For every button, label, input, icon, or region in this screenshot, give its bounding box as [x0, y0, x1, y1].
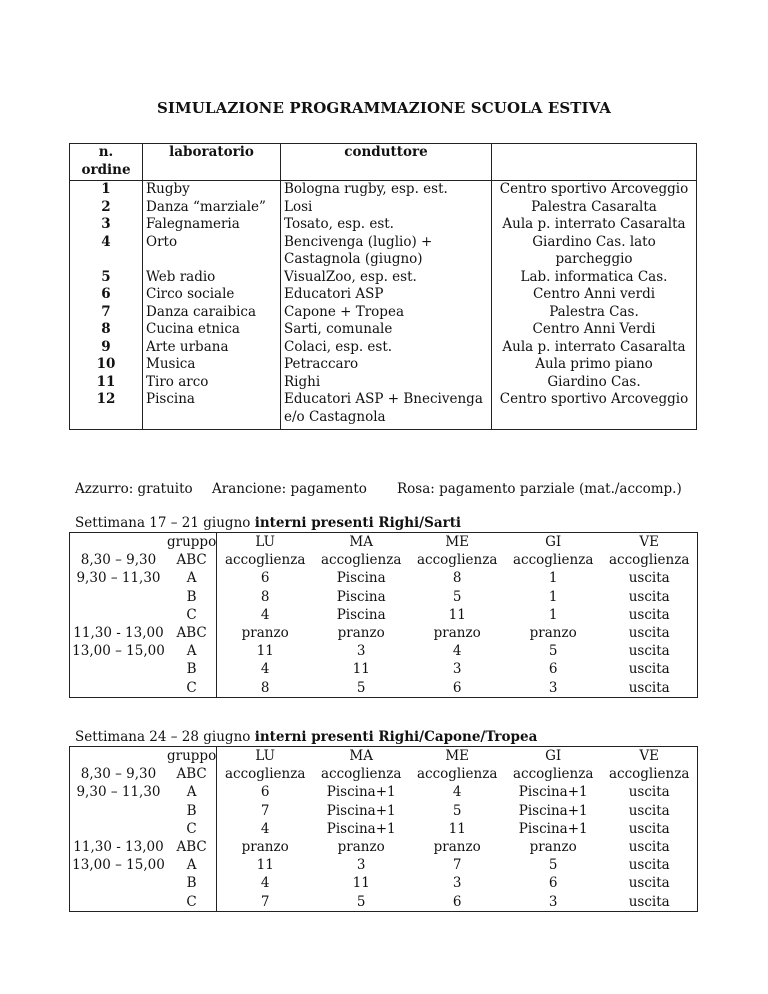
- lab-row: [70, 304, 697, 322]
- lab-conductor: Righi: [281, 374, 492, 392]
- lab-row: [70, 199, 697, 217]
- day-cell: 11: [256, 643, 274, 660]
- day-cell: 6: [548, 661, 558, 678]
- day-cell: uscita: [628, 679, 670, 696]
- day-cell: accoglienza: [320, 552, 402, 569]
- lab-row: [70, 321, 697, 339]
- time-slot: [70, 893, 168, 912]
- lab-conductor: Losi: [281, 199, 492, 217]
- week2-label-bold: interni presenti Righi/Capone/Tropea: [254, 729, 538, 745]
- day-cell: MA: [349, 534, 373, 550]
- day-cell: accoglienza: [320, 766, 402, 783]
- lab-number: 12: [96, 391, 116, 407]
- day-cell: 3: [548, 679, 558, 696]
- day-cell: 8: [452, 570, 462, 587]
- week-row: [70, 838, 698, 856]
- lab-number: 10: [96, 356, 116, 372]
- day-cell: 5: [356, 893, 366, 910]
- lab-name: Circo sociale: [143, 286, 281, 304]
- lab-name: Piscina: [143, 391, 281, 429]
- day-cell: accoglienza: [224, 552, 306, 569]
- lab-number: 4: [101, 233, 111, 250]
- day-cell: pranzo: [241, 625, 289, 642]
- lab-row: [70, 356, 697, 374]
- day-cell: LU: [255, 748, 275, 764]
- group-cell: A: [167, 569, 217, 587]
- day-cell: 5: [548, 857, 558, 874]
- week-header-row: [70, 747, 698, 766]
- day-cell: pranzo: [241, 839, 289, 856]
- group-cell: gruppo: [167, 748, 217, 764]
- lab-row: [70, 391, 697, 429]
- day-cell: 5: [356, 679, 366, 696]
- lab-location: Aula p. interrato Casaralta: [492, 339, 697, 357]
- day-cell: 4: [452, 784, 462, 801]
- day-cell: 11: [352, 661, 370, 678]
- lab-table: [69, 143, 697, 430]
- lab-number: 9: [101, 338, 111, 355]
- week-row: [70, 765, 698, 783]
- day-cell: uscita: [628, 661, 670, 678]
- week-row: [70, 569, 698, 587]
- group-cell: C: [167, 679, 217, 698]
- group-cell: C: [167, 606, 217, 624]
- group-cell: C: [167, 893, 217, 912]
- day-cell: uscita: [628, 606, 670, 623]
- time-slot: [70, 606, 168, 624]
- group-cell: ABC: [167, 765, 217, 783]
- day-cell: 3: [356, 857, 366, 874]
- time-slot: 8,30 – 9,30: [80, 552, 157, 569]
- time-slot: 9,30 – 11,30: [76, 784, 161, 801]
- day-cell: pranzo: [433, 839, 481, 856]
- lab-name: Arte urbana: [143, 339, 281, 357]
- day-cell: 1: [548, 570, 558, 587]
- time-slot: 13,00 – 15,00: [72, 857, 165, 874]
- group-cell: A: [167, 642, 217, 660]
- day-cell: 4: [260, 820, 270, 837]
- legend-arancione: Arancione: pagamento: [212, 481, 367, 497]
- lab-location: Centro Anni verdi: [492, 286, 697, 304]
- week-row: [70, 642, 698, 660]
- week-row: [70, 679, 698, 698]
- group-cell: A: [167, 783, 217, 801]
- lab-name: Cucina etnica: [143, 321, 281, 339]
- week2-table: [69, 746, 698, 912]
- week-row: [70, 893, 698, 912]
- lab-number: 11: [96, 373, 116, 390]
- day-cell: ME: [445, 748, 470, 764]
- lab-name: Musica: [143, 356, 281, 374]
- lab-conductor: Capone + Tropea: [281, 304, 492, 322]
- lab-location: Giardino Cas. lato parcheggio: [492, 234, 697, 269]
- day-cell: 4: [260, 875, 270, 892]
- lab-location: Palestra Cas.: [492, 304, 697, 322]
- day-cell: 5: [548, 643, 558, 660]
- group-cell: ABC: [167, 551, 217, 569]
- day-cell: ME: [445, 534, 470, 550]
- lab-row: [70, 181, 697, 199]
- time-slot: [70, 533, 168, 552]
- day-cell: uscita: [628, 839, 670, 856]
- lab-conductor: Bencivenga (luglio) + Castagnola (giugno): [281, 234, 492, 269]
- week1-table: [69, 532, 698, 698]
- day-cell: GI: [545, 534, 562, 550]
- lab-row: [70, 339, 697, 357]
- lab-row: [70, 234, 697, 269]
- lab-table-header: [70, 144, 697, 181]
- week1-label: Settimana 17 – 21 giugno: [75, 515, 255, 531]
- lab-row: [70, 269, 697, 287]
- day-cell: 3: [356, 643, 366, 660]
- day-cell: GI: [545, 748, 562, 764]
- lab-location: Aula primo piano: [492, 356, 697, 374]
- day-cell: Piscina: [336, 606, 386, 623]
- week-row: [70, 783, 698, 801]
- time-slot: [70, 874, 168, 892]
- lab-number: 2: [101, 198, 111, 215]
- day-cell: 1: [548, 588, 558, 605]
- week-row: [70, 856, 698, 874]
- header-sede: [492, 144, 697, 181]
- group-cell: B: [167, 874, 217, 892]
- group-cell: C: [167, 820, 217, 838]
- lab-location: Centro sportivo Arcoveggio: [492, 391, 697, 429]
- day-cell: 11: [448, 820, 466, 837]
- lab-location: Centro Anni Verdi: [492, 321, 697, 339]
- day-cell: uscita: [628, 588, 670, 605]
- week2-heading: [75, 729, 537, 745]
- day-cell: accoglienza: [416, 552, 498, 569]
- header-laboratorio: laboratorio: [143, 144, 281, 181]
- group-cell: A: [167, 856, 217, 874]
- week-row: [70, 802, 698, 820]
- day-cell: accoglienza: [416, 766, 498, 783]
- time-slot: [70, 660, 168, 678]
- day-cell: 4: [452, 643, 462, 660]
- day-cell: 3: [548, 893, 558, 910]
- day-cell: Piscina+1: [326, 820, 396, 837]
- day-cell: 5: [452, 588, 462, 605]
- time-slot: 8,30 – 9,30: [80, 766, 157, 783]
- week-row: [70, 588, 698, 606]
- lab-location: Centro sportivo Arcoveggio: [492, 181, 697, 199]
- week1-heading: [75, 515, 461, 531]
- day-cell: VE: [639, 534, 659, 550]
- day-cell: Piscina+1: [326, 802, 396, 819]
- day-cell: accoglienza: [512, 552, 594, 569]
- time-slot: 9,30 – 11,30: [76, 570, 161, 587]
- lab-name: Tiro arco: [143, 374, 281, 392]
- lab-row: [70, 216, 697, 234]
- lab-number: 6: [101, 286, 111, 302]
- day-cell: 1: [548, 606, 558, 623]
- week-row: [70, 551, 698, 569]
- group-cell: B: [167, 588, 217, 606]
- lab-location: Giardino Cas.: [492, 374, 697, 392]
- time-slot: [70, 820, 168, 838]
- legend-rosa: Rosa: pagamento parziale (mat./accomp.): [397, 481, 682, 497]
- day-cell: 11: [448, 606, 466, 623]
- day-cell: uscita: [628, 875, 670, 892]
- lab-conductor: VisualZoo, esp. est.: [281, 269, 492, 287]
- week-row: [70, 624, 698, 642]
- lab-conductor: Educatori ASP: [281, 286, 492, 304]
- day-cell: accoglienza: [608, 552, 690, 569]
- week-row: [70, 874, 698, 892]
- group-cell: gruppo: [167, 534, 217, 550]
- day-cell: uscita: [628, 820, 670, 837]
- time-slot: 11,30 - 13,00: [73, 839, 164, 856]
- lab-row: [70, 374, 697, 392]
- lab-name: Danza “marziale”: [143, 199, 281, 217]
- lab-name: Falegnameria: [143, 216, 281, 234]
- day-cell: 6: [548, 875, 558, 892]
- day-cell: pranzo: [433, 625, 481, 642]
- lab-name: Orto: [143, 234, 281, 269]
- day-cell: uscita: [628, 802, 670, 819]
- day-cell: Piscina+1: [518, 784, 588, 801]
- lab-location: Aula p. interrato Casaralta: [492, 216, 697, 234]
- lab-number: 1: [101, 181, 111, 197]
- day-cell: accoglienza: [608, 766, 690, 783]
- time-slot: [70, 588, 168, 606]
- week-row: [70, 660, 698, 678]
- day-cell: pranzo: [337, 625, 385, 642]
- header-conduttore: conduttore: [281, 144, 492, 181]
- day-cell: 11: [256, 857, 274, 874]
- lab-number: 3: [101, 216, 111, 232]
- day-cell: 3: [452, 875, 462, 892]
- lab-conductor: Sarti, comunale: [281, 321, 492, 339]
- group-cell: ABC: [167, 838, 217, 856]
- day-cell: 7: [260, 802, 270, 819]
- lab-conductor: Bologna rugby, esp. est.: [281, 181, 492, 199]
- day-cell: accoglienza: [224, 766, 306, 783]
- day-cell: uscita: [628, 625, 670, 642]
- time-slot: 11,30 - 13,00: [73, 625, 164, 642]
- lab-number: 7: [101, 303, 111, 320]
- day-cell: Piscina: [336, 588, 386, 605]
- day-cell: pranzo: [529, 625, 577, 642]
- lab-name: Web radio: [143, 269, 281, 287]
- lab-conductor: Colaci, esp. est.: [281, 339, 492, 357]
- day-cell: uscita: [628, 784, 670, 801]
- group-cell: B: [167, 660, 217, 678]
- day-cell: 4: [260, 661, 270, 678]
- day-cell: 11: [352, 875, 370, 892]
- day-cell: uscita: [628, 570, 670, 587]
- lab-row: [70, 286, 697, 304]
- week-row: [70, 820, 698, 838]
- day-cell: 5: [452, 802, 462, 819]
- lab-conductor: Educatori ASP + Bnecivenga e/o Castagnola: [281, 391, 492, 429]
- legend-azzurro: Azzurro: gratuito: [75, 481, 193, 497]
- week2-label: Settimana 24 – 28 giugno: [75, 729, 255, 745]
- day-cell: 3: [452, 661, 462, 678]
- time-slot: 13,00 – 15,00: [72, 643, 165, 660]
- day-cell: 7: [452, 857, 462, 874]
- week-header-row: [70, 533, 698, 552]
- day-cell: pranzo: [529, 839, 577, 856]
- day-cell: Piscina+1: [326, 784, 396, 801]
- week-row: [70, 606, 698, 624]
- lab-location: Palestra Casaralta: [492, 199, 697, 217]
- time-slot: [70, 747, 168, 766]
- lab-name: Danza caraibica: [143, 304, 281, 322]
- day-cell: uscita: [628, 857, 670, 874]
- lab-conductor: Petraccaro: [281, 356, 492, 374]
- lab-name: Rugby: [143, 181, 281, 199]
- day-cell: 7: [260, 893, 270, 910]
- day-cell: Piscina+1: [518, 820, 588, 837]
- group-cell: ABC: [167, 624, 217, 642]
- day-cell: Piscina+1: [518, 802, 588, 819]
- day-cell: 6: [260, 784, 270, 801]
- lab-location: Lab. informatica Cas.: [492, 269, 697, 287]
- header-n-ordine: n. ordine: [70, 144, 143, 181]
- day-cell: VE: [639, 748, 659, 764]
- time-slot: [70, 802, 168, 820]
- day-cell: accoglienza: [512, 766, 594, 783]
- week1-label-bold: interni presenti Righi/Sarti: [254, 515, 462, 531]
- day-cell: LU: [255, 534, 275, 550]
- day-cell: 4: [260, 606, 270, 623]
- document-title: SIMULAZIONE PROGRAMMAZIONE SCUOLA ESTIVA: [157, 99, 611, 117]
- lab-number: 8: [101, 321, 111, 337]
- day-cell: uscita: [628, 893, 670, 910]
- day-cell: Piscina: [336, 570, 386, 587]
- day-cell: 6: [452, 679, 462, 696]
- lab-conductor: Tosato, esp. est.: [281, 216, 492, 234]
- day-cell: 6: [452, 893, 462, 910]
- day-cell: 8: [260, 679, 270, 696]
- lab-number: 5: [101, 268, 111, 285]
- day-cell: 8: [260, 588, 270, 605]
- group-cell: B: [167, 802, 217, 820]
- day-cell: 6: [260, 570, 270, 587]
- day-cell: pranzo: [337, 839, 385, 856]
- time-slot: [70, 679, 168, 698]
- day-cell: MA: [349, 748, 373, 764]
- day-cell: uscita: [628, 643, 670, 660]
